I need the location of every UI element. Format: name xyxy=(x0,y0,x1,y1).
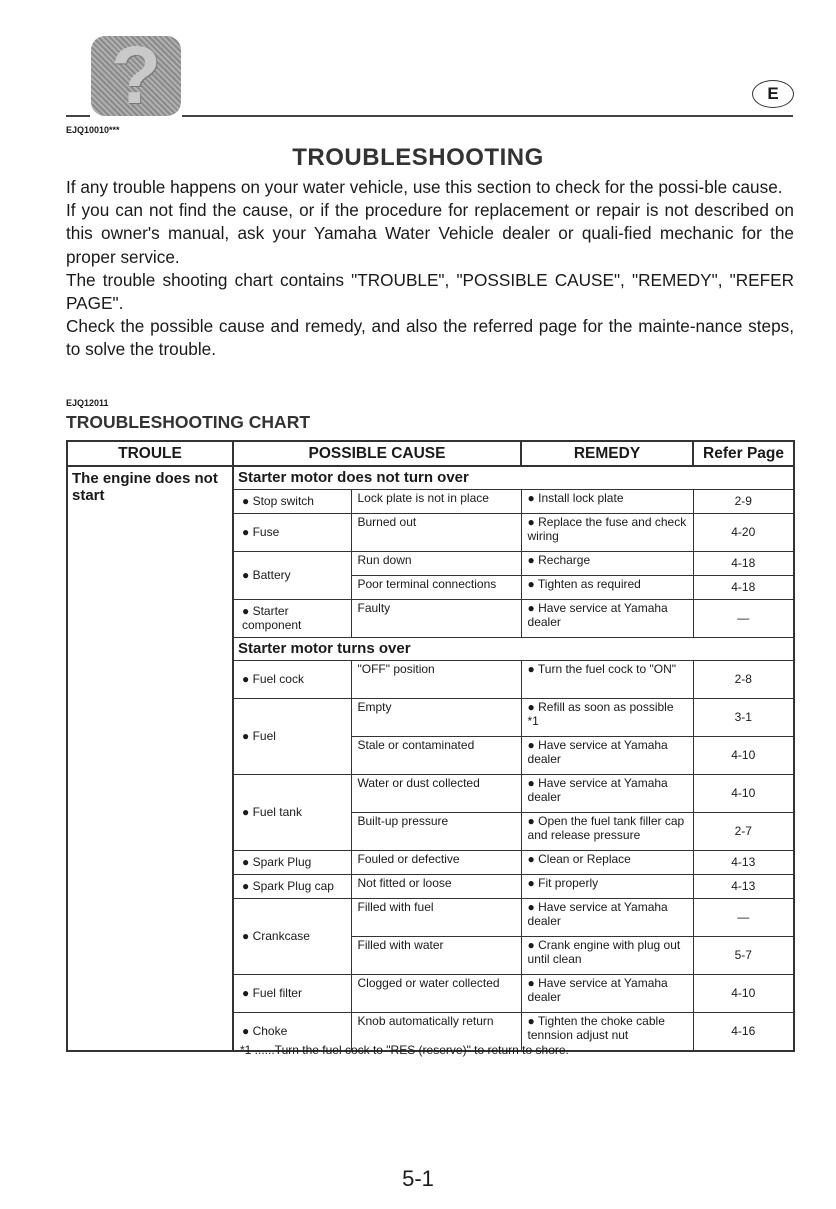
troubleshooting-table xyxy=(66,440,795,1052)
remedy-cell: ● Fit properly xyxy=(521,875,693,899)
remedy-cell: ● Open the fuel tank filler cap and release pressure xyxy=(521,813,693,851)
component-cell: ● Spark Plug xyxy=(233,851,351,875)
cause-cell: Lock plate is not in place xyxy=(351,490,521,514)
remedy-text: Replace the fuse and check wiring xyxy=(527,515,687,543)
question-mark-icon: ? xyxy=(91,36,181,116)
refer-page-cell: 2-9 xyxy=(693,490,794,514)
cause-cell: Filled with water xyxy=(351,937,521,975)
header-trouble: TROULE xyxy=(67,441,233,466)
cause-cell: Knob automatically return xyxy=(351,1013,521,1052)
remedy-cell: ● Have service at Yamaha dealer xyxy=(521,899,693,937)
remedy-text: Tighten as required xyxy=(537,577,641,591)
remedy-cell: ● Tighten as required xyxy=(521,576,693,600)
remedy-text: Refill as soon as possible *1 xyxy=(527,700,674,728)
remedy-cell: ● Have service at Yamaha dealer xyxy=(521,975,693,1013)
intro-paragraph: If you can not find the cause, or if the procedure for replacement or repair is not described on this owner's manual, ask your Yamaha Water Vehicle dealer or quali-fied mechanic for the proper service. xyxy=(66,200,794,267)
component-name: Fuse xyxy=(252,524,280,539)
remedy-text: Have service at Yamaha dealer xyxy=(527,776,668,804)
remedy-cell: ● Crank engine with plug out until clean xyxy=(521,937,693,975)
component-name: Fuel filter xyxy=(252,985,302,1000)
component-name: Spark Plug xyxy=(252,854,312,869)
remedy-cell: ● Replace the fuse and check wiring xyxy=(521,514,693,552)
remedy-text: Recharge xyxy=(538,553,591,567)
remedy-cell: ● Recharge xyxy=(521,552,693,576)
intro-text xyxy=(66,176,794,362)
page-number: 5-1 xyxy=(402,1166,434,1191)
language-badge: E xyxy=(752,80,794,108)
remedy-text: Have service at Yamaha dealer xyxy=(527,601,668,629)
cause-cell: Built-up pressure xyxy=(351,813,521,851)
component-cell: ● Choke xyxy=(233,1013,351,1052)
header-refer-page: Refer Page xyxy=(693,441,794,466)
cause-cell: "OFF" position xyxy=(351,661,521,699)
refer-page-cell: — xyxy=(693,899,794,937)
remedy-cell: ● Clean or Replace xyxy=(521,851,693,875)
refer-page-cell: 4-13 xyxy=(693,875,794,899)
component-name: Spark Plug cap xyxy=(252,878,334,893)
component-name: Stop switch xyxy=(252,493,314,508)
component-name: Fuel xyxy=(252,728,276,743)
component-name: Fuel tank xyxy=(252,804,302,819)
trouble-cell: The engine does not start xyxy=(67,466,233,1051)
refer-page-cell: 4-18 xyxy=(693,576,794,600)
refer-page-cell: 5-7 xyxy=(693,937,794,975)
cause-group-title: Starter motor does not turn over xyxy=(233,466,794,490)
remedy-cell: ● Have service at Yamaha dealer xyxy=(521,600,693,638)
remedy-text: Have service at Yamaha dealer xyxy=(527,900,668,928)
section-code: EJQ10010*** xyxy=(66,125,120,135)
component-cell: ● Fuel xyxy=(233,699,351,775)
component-name: Fuel cock xyxy=(252,671,304,686)
group-row xyxy=(67,466,794,490)
cause-cell: Filled with fuel xyxy=(351,899,521,937)
cause-group-title: Starter motor turns over xyxy=(233,638,794,661)
component-cell: ● Battery xyxy=(233,552,351,600)
remedy-cell: ● Have service at Yamaha dealer xyxy=(521,775,693,813)
component-name: Crankcase xyxy=(252,928,310,943)
cause-cell: Stale or contaminated xyxy=(351,737,521,775)
component-name: Battery xyxy=(252,567,291,582)
cause-cell: Run down xyxy=(351,552,521,576)
refer-page-cell: 4-10 xyxy=(693,975,794,1013)
cause-cell: Empty xyxy=(351,699,521,737)
remedy-text: Have service at Yamaha dealer xyxy=(527,738,668,766)
cause-cell: Burned out xyxy=(351,514,521,552)
cause-cell: Not fitted or loose xyxy=(351,875,521,899)
intro-paragraph: Check the possible cause and remedy, and also the referred page for the mainte-nance steps, to solve the trouble. xyxy=(66,316,794,360)
cause-cell: Poor terminal connections xyxy=(351,576,521,600)
component-cell: ● Spark Plug cap xyxy=(233,875,351,899)
footnote: *1 ......Turn the fuel cock to "RES (reserve)" to return to shore. xyxy=(240,1043,569,1057)
component-cell: ● Starter component xyxy=(233,600,351,638)
refer-page-cell: 4-16 xyxy=(693,1013,794,1052)
refer-page-cell: 4-10 xyxy=(693,775,794,813)
chart-code: EJQ12011 xyxy=(66,398,109,408)
remedy-cell: ● Turn the fuel cock to "ON" xyxy=(521,661,693,699)
refer-page-cell: 4-10 xyxy=(693,737,794,775)
component-cell: ● Fuse xyxy=(233,514,351,552)
remedy-cell: ● Have service at Yamaha dealer xyxy=(521,737,693,775)
component-name: Starter component xyxy=(242,604,302,632)
remedy-text: Turn the fuel cock to "ON" xyxy=(537,662,677,676)
cause-cell: Clogged or water collected xyxy=(351,975,521,1013)
refer-page-cell: 2-8 xyxy=(693,661,794,699)
cause-cell: Fouled or defective xyxy=(351,851,521,875)
remedy-cell: ● Install lock plate xyxy=(521,490,693,514)
refer-page-cell: 2-7 xyxy=(693,813,794,851)
component-cell: ● Fuel cock xyxy=(233,661,351,699)
cause-cell: Water or dust collected xyxy=(351,775,521,813)
component-cell: ● Fuel filter xyxy=(233,975,351,1013)
refer-page-cell: 3-1 xyxy=(693,699,794,737)
header-rule-left xyxy=(66,115,90,117)
component-cell: ● Crankcase xyxy=(233,899,351,975)
remedy-text: Have service at Yamaha dealer xyxy=(527,976,668,1004)
component-name: Choke xyxy=(252,1023,288,1038)
header-rule xyxy=(182,115,793,117)
refer-page-cell: 4-20 xyxy=(693,514,794,552)
refer-page-cell: 4-18 xyxy=(693,552,794,576)
cause-cell: Faulty xyxy=(351,600,521,638)
page-title: TROUBLESHOOTING xyxy=(292,144,544,171)
component-cell: ● Fuel tank xyxy=(233,775,351,851)
remedy-cell: ● Refill as soon as possible *1 xyxy=(521,699,693,737)
remedy-text: Crank engine with plug out until clean xyxy=(527,938,681,966)
chart-title: TROUBLESHOOTING CHART xyxy=(66,412,311,432)
header-remedy: REMEDY xyxy=(521,441,693,466)
refer-page-cell: 4-13 xyxy=(693,851,794,875)
intro-paragraph: The trouble shooting chart contains "TROUBLE", "POSSIBLE CAUSE", "REMEDY", "REFER PAGE". xyxy=(66,269,794,314)
remedy-cell: ● Tighten the choke cable tennsion adjust nut xyxy=(521,1013,693,1052)
remedy-text: Clean or Replace xyxy=(538,852,631,866)
remedy-text: Tighten the choke cable tennsion adjust nut xyxy=(527,1014,665,1042)
component-cell: ● Stop switch xyxy=(233,490,351,514)
remedy-text: Open the fuel tank filler cap and release pressure xyxy=(527,814,685,842)
remedy-text: Install lock plate xyxy=(538,491,624,505)
refer-page-cell: — xyxy=(693,600,794,638)
intro-paragraph: If any trouble happens on your water vehicle, use this section to check for the possi-ble cause. xyxy=(66,177,783,197)
remedy-text: Fit properly xyxy=(538,876,599,890)
header-possible-cause: POSSIBLE CAUSE xyxy=(233,441,521,466)
